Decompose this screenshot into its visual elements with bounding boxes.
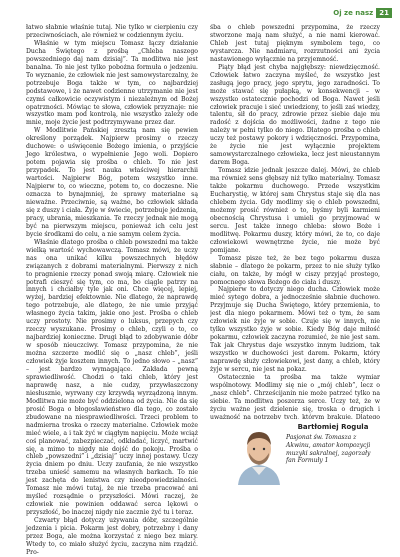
paragraph: Tomasz pisze też, że bez tego pokarmu dusza słabnie – dlatego że pokarm, przez to nie służy tylko ciału, on także, by mógł w ciszy przyjąć prostego, pomocnego słowa Bożego do ciała i duszy.: [210, 254, 380, 286]
page-header: [333, 8, 392, 18]
paragraph: łatwo słabnie właśnie tutaj. Nie tylko w cierpieniu czy przeciwnościach, ale również w codziennym życiu.: [26, 24, 198, 39]
paragraph: Ostatecznie ta prośba ma także wymiar wspólnotowy. Modlimy się nie o „mój chleb”, lecz o „nasz chleb”. Chrześcijanin nie może patrzeć tylko na siebie. Ta modlitwa poszerza serce. Uczy też, że w życiu ważne jest dzielenie się, troska o drugich i uważność na potrzeby tych, którym brakuje. Dlatego: [210, 373, 380, 419]
paragraph: Czwarty błąd dotyczy używania dóbr, szczególnie jedzenia i picia. Pokarm jest dobry, potrzebny i dany przez Boga, ale można korzystać z niego bez miary. Wtedy to, co miało służyć życiu, zaczyna nim rządzić. Pro-: [26, 517, 198, 556]
author-name: Bartłomiej Rogula: [297, 423, 369, 431]
paragraph: Właśnie w tym miejscu Tomasz łączy działanie Ducha Świętego z prośbą „Chleba naszego powszedniego daj nam dzisiaj”. Ta modlitwa nie jest banalna. To nie jest tylko pobożna formuła o jedzeniu. To wyznanie, że człowiek nie jest samowystarczalny, że potrzebuje Boga także w tym, co najbardziej podstawowe, i że nawet codzienne utrzymanie nie jest czymś całkowicie oczywistym i niezależnym od Bożej opatrzności. Mówiąc te słowa, człowiek przyznaje: nie wszystko mam pod kontrolą, nie wszystko zależy ode mnie, moje życie jest podtrzymywane przez dar.: [26, 39, 198, 127]
author-photo: [232, 423, 286, 485]
author-bio: Pasjonat św. Tomasza z Akwinu, amator kompozycji muzyki sakralnej, zagorzały fan Formuły 1: [286, 434, 371, 465]
paragraph: Tomasz idzie jednak jeszcze dalej. Mówi, że chleb ma również sens głębszy niż tylko materialny. Tomasz także pokarmu duchowego. Przede wszystkim Eucharystię, w której sam Chrystus staje się dla nas chlebem życia. Gdy modlimy się o chleb powszedni, możemy prosić również o to, byśmy byli karmieni obecnością Chrystusa i umieli go przyjmować w sercu. Jest także innego chleba: słowo Boże i modlitwę. Pokarmu duszy, który mówi, że to, co daje człowiekowi wewnętrzne życie, nie może być pomijane.: [210, 167, 380, 254]
paragraph: Najpierw to dotyczy niego ducha. Człowiek może mieć sytego dobra, a jednocześnie słabnie duchowo. Przyjmuje się Ducha Świętego, który przemienia, to jest dla niego pokarmem. Mówi też o tym, że sam człowiek nie żyje w sobie. Czuje się w innych, nie tylko wszystko żyje w sobie. Kiedy Bóg daje miłość pokarmu, człowiek zaczyna rozumieć, że nie jest sam. Tak jak Chrystus daje wszystko innym ludziom, tak wszystko w duchowości jest darem. Pokarm, który naprawdę służy człowiekowi, jest dany, a chleb, który żyje w sercu, nie jest na pokaz.: [210, 286, 380, 373]
text-column-left: [26, 24, 198, 557]
author-portrait-icon: [232, 423, 286, 485]
paragraph: Właśnie dlatego prośba o chleb powszedni ma także wielką wartość wychowawczą. Tomasz mówi, że uczy nas ona unikać kilku powszechnych błędów związanych z dobrami materialnymi. Pierwszy z nich to pragnienie rzeczy ponad swoją miarę. Człowiek nie potrafi cieszyć się tym, co ma, bo ciągle patrzy na innych i chciałby tyle jak oni. Chce więcej, lepiej, wyżej, bardziej efektownie. Nie dlatego, że naprawdę tego potrzebuje, ale dlatego, że nie umie przyjąć własnego życia takim, jakie ono jest. Prośba o chleb uczy prostoty. Nie prosimy o luksus, przepych czy rzeczy wyszukane. Prosimy o chleb, czyli o to, co najbardziej konieczne. Drugi błąd to zdobywanie dóbr w sposób nieuczciwy. Tomasz przypomina, że nie można szczerze modlić się o „nasz chleb”, jeśli człowiek żyje kosztem innych. To jedno słowo – „nasz” – jest bardzo wymagające. Zakłada pewną sprawiedliwość. Chodzi o taki chleb, który jest naprawdę nasz, a nie cudzy, przywłaszczony niesłusznie, wyrwany czy krzywdą wyrządzoną innym. Modlitwa nie może być oddzielona od życia. Nie da się prosić Boga o błogosławieństwo dla tego, co zostało zbudowane na niesprawiedliwości. Trzeci problem to nadmierna troska o rzeczy materialne. Człowiek może mieć wiele, a i tak żyć w ciągłym napięciu. Może wciąż coś planować, zabezpieczać, odkładać, liczyć, martwić się, a mimo to nigdy nie dojść do pokoju. Prośba o chleb „powszedni” i „dzisiaj” uczy innej postawy. Uczy życia dniem po dniu. Uczy zaufania, że nie wszystko trzeba unieść samemu na własnych barkach. To nie jest zachęta do lenistwa czy nieodpowiedzialności. Tomasz nie mówi tutaj, że nie trzeba pracować ani myśleć rozsądnie o przyszłości. Mówi raczej, że człowiek nie powinien oddawać serca lękowi o przyszłość, bo inaczej nigdy nie zacznie żyć tu i teraz.: [26, 238, 198, 517]
page-number: 21: [376, 8, 392, 18]
section-title: Oj ze nasz: [333, 9, 374, 17]
text-column-right: [210, 24, 380, 419]
paragraph: Piąty błąd jest chyba najgłębszy: niewdzięczność. Człowiek łatwo zaczyna myśleć, że wszystko jest zasługą jego pracy, jego sprytu, jego zaradności. To może stawać się pułapką, w konsekwencji – w wszystko ostatecznie pochodzi od Boga. Nawet jeśli człowiek pracuje i sieć uwiedziony, to jeśli zaś wiedzy, talentu, sił do pracy, zdrowie przez siebie daje mu radość z dojścia do możliwości, żadne z tego nie należy w pełni tylko do niego. Dlatego prośba o chleb uczy też postawy pokory i wdzięczności. Przypomina, że życie nie jest wyłącznie projektem samowystarczalnego człowieka, lecz jest nieustannym darem Boga.: [210, 63, 380, 167]
paragraph: W Modlitwie Pańskiej zresztą nam się pewien określony porządek. Najpierw prosimy o rzeczy duchowe: o uświęcenie Bożego imienia, o przyjście Jego królestwa, o wypełnienie Jego woli. Dopiero potem pojawia się prośba o chleb. To nie jest przypadek. To jest nauka właściwej hierarchii wartości. Najpierw Bóg, potem wszystko inne. Najpierw to, co wieczne, potem to, co doczesne. Nie oznacza to bynajmniej, że sprawy materialne są nieważne. Przeciwnie, są ważne, bo człowiek składa się z duszy i ciała. Żyje w świecie, potrzebuje jedzenia, pracy, ubrania, mieszkania. Te rzeczy jednak nie mogą być na pierwszym miejscu, ponieważ ich celu jest bycie środkami do celu, a nie samym celem życia.: [26, 127, 198, 238]
paragraph: śba o chleb powszedni przypomina, że rzeczy stworzone mają nam służyć, a nie nami kierować. Chleb jest tutaj pięknym symbolem tego, co wystarcza. Nie nadmiaru, rozrzutności ani życia nastawionego wyłącznie na przyjemność.: [210, 24, 380, 63]
